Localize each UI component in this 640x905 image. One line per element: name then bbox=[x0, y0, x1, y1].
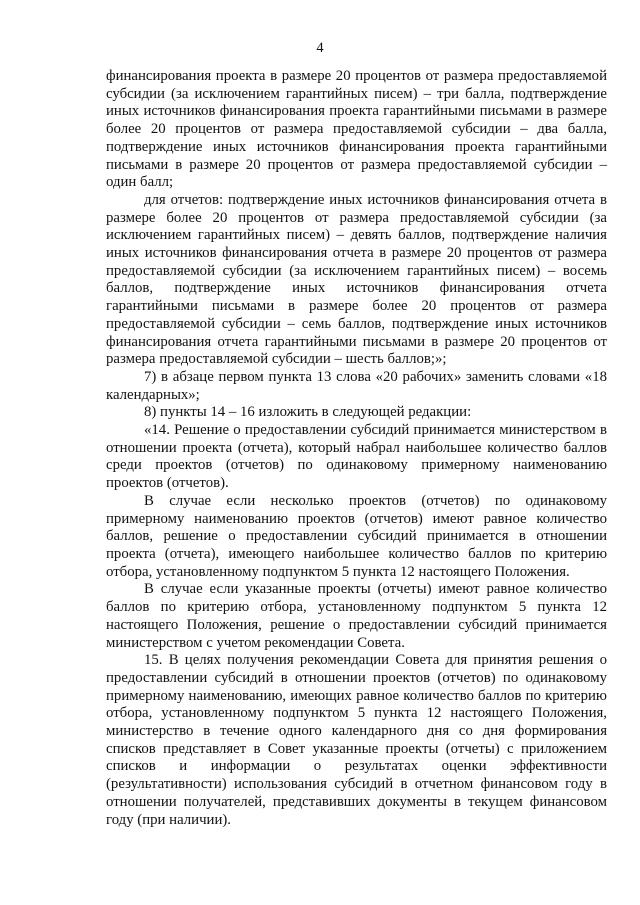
paragraph-reports-criteria: для отчетов: подтверждение иных источников финансирования отчета в размере более 20 процентов от размера предоставляемой субсидии (за исключением гарантийных писем) – девять баллов, подтверждение наличия иных источников финансирования отчета в размере 20 процентов от размера предоставляемой субсидии (за исключением гарантийных писем) – восемь баллов, подтверждение иных источников финансирования отчета гарантийными письмами в размере более 20 процентов от размера предоставляемой субсидии – семь баллов, подтверждение иных источников финансирования отчета гарантийными письмами в размере 20 процентов от размера предоставляемой субсидии – шесть баллов;»; bbox=[106, 191, 607, 368]
paragraph-item-8: 8) пункты 14 – 16 изложить в следующей редакции: bbox=[144, 404, 472, 421]
paragraph-item-7: 7) в абзаце первом пункта 13 слова «20 рабочих» заменить словами «18 календарных»; bbox=[106, 368, 607, 403]
page-number: 4 bbox=[316, 40, 324, 56]
paragraph-clause-15: 15. В целях получения рекомендации Совета для принятия решения о предоставлении субсидий в отношении проектов (отчетов) по одинаковому примерному наименованию, имеющих равное количество баллов по критерию отбора, установленному подпунктом 5 пункта 12 настоящего Положения, министерство в течение одного календарного дня со дня формирования списков представляет в Совет указанные проекты (отчеты) с приложением списков и информации о результатах оценки эффективности (результативности) использования субсидий в отчетном финансовом году в отношении получателей, представивших документы в текущем финансовом году (при наличии). bbox=[106, 652, 607, 828]
paragraph-council-recommendation: В случае если указанные проекты (отчеты) имеют равное количество баллов по критерию отбора, установленному подпунктом 5 пункта 12 настоящего Положения, решение о предоставлении субсидий принимается министерством с учетом рекомендации Совета. bbox=[106, 581, 607, 651]
paragraph-equal-points: В случае если несколько проектов (отчетов) по одинаковому примерному наименованию проектов (отчетов) имеют равное количество баллов, решение о предоставлении субсидий принимается в отношении проекта (отчета), имеющего наибольшее количество баллов по критерию отбора, установленному подпунктом 5 пункта 12 настоящего Положения. bbox=[106, 492, 607, 580]
paragraph-continuation: финансирования проекта в размере 20 процентов от размера предоставляемой субсидии (за исключением гарантийных писем) – три балла, подтверждение иных источников финансирования проекта гарантийными письмами в размере более 20 процентов от размера предоставляемой субсидии – два балла, подтверждение иных источников финансирования проекта гарантийными письмами в размере 20 процентов от размера предоставляемой субсидии – один балл; bbox=[106, 68, 607, 191]
document-body bbox=[106, 68, 607, 829]
paragraph-clause-14: «14. Решение о предоставлении субсидий принимается министерством в отношении проекта (отчета), который набрал наибольшее количество баллов среди проектов (отчетов) по одинаковому примерному наименованию проектов (отчетов). bbox=[106, 422, 607, 492]
